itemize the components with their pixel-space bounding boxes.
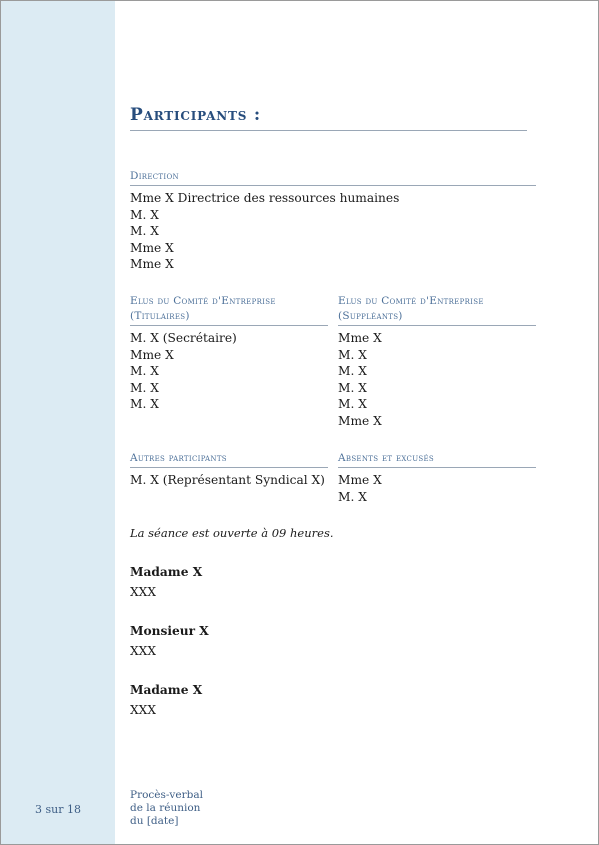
absents-label: Absents et excusés <box>338 451 536 468</box>
list-item: M. X <box>338 364 367 379</box>
footer-title-line: Procès-verbal <box>130 789 203 801</box>
autres-participants-list <box>130 472 325 489</box>
list-item: Mme X <box>338 473 382 487</box>
speaker-name: Madame X <box>130 565 203 579</box>
list-item: M. X <box>338 347 367 362</box>
suppleants-list <box>338 330 382 430</box>
titulaires-label <box>130 294 328 326</box>
list-item: Mme X <box>130 240 174 255</box>
list-item: M. X <box>130 224 159 239</box>
list-item: M. X <box>130 397 159 412</box>
list-item: M. X (Représentant Syndical X) <box>130 473 325 487</box>
page-number: 3 sur 18 <box>35 803 81 816</box>
list-item: M. X <box>130 207 159 222</box>
speech-text: XXX <box>130 644 157 658</box>
footer-document-title <box>130 789 230 828</box>
speech-text: XXX <box>130 703 157 717</box>
list-item: M. X <box>338 397 367 412</box>
left-sidebar-band <box>1 1 115 844</box>
autres-participants-label: Autres participants <box>130 451 328 468</box>
direction-label: Direction <box>130 169 536 186</box>
titulaires-list <box>130 330 237 413</box>
speaker-name: Monsieur X <box>130 624 209 638</box>
list-item: M. X <box>338 489 367 504</box>
absents-list <box>338 472 382 505</box>
speech-text: XXX <box>130 585 157 599</box>
session-opening-text: La séance est ouverte à 09 heures. <box>130 526 334 540</box>
list-item: M. X (Secrétaire) <box>130 331 237 345</box>
list-item: M. X <box>130 364 159 379</box>
participants-heading: Participants : <box>130 105 527 131</box>
suppleants-label <box>338 294 536 326</box>
list-item: M. X <box>338 380 367 395</box>
list-item: Mme X Directrice des ressources humaines <box>130 191 400 205</box>
suppleants-label-line: Elus du Comité d'Entreprise <box>338 295 484 307</box>
footer-title-line: du [date] <box>130 815 179 827</box>
speaker-name: Madame X <box>130 683 203 697</box>
titulaires-label-line: Elus du Comité d'Entreprise <box>130 295 276 307</box>
list-item: Mme X <box>130 257 174 272</box>
list-item: Mme X <box>338 413 382 428</box>
suppleants-label-line: (Suppléants) <box>338 310 403 322</box>
list-item: Mme X <box>130 347 174 362</box>
list-item: Mme X <box>338 331 382 345</box>
titulaires-label-line: (Titulaires) <box>130 310 190 322</box>
list-item: M. X <box>130 380 159 395</box>
footer-title-line: de la réunion <box>130 802 201 814</box>
direction-list <box>130 190 399 273</box>
